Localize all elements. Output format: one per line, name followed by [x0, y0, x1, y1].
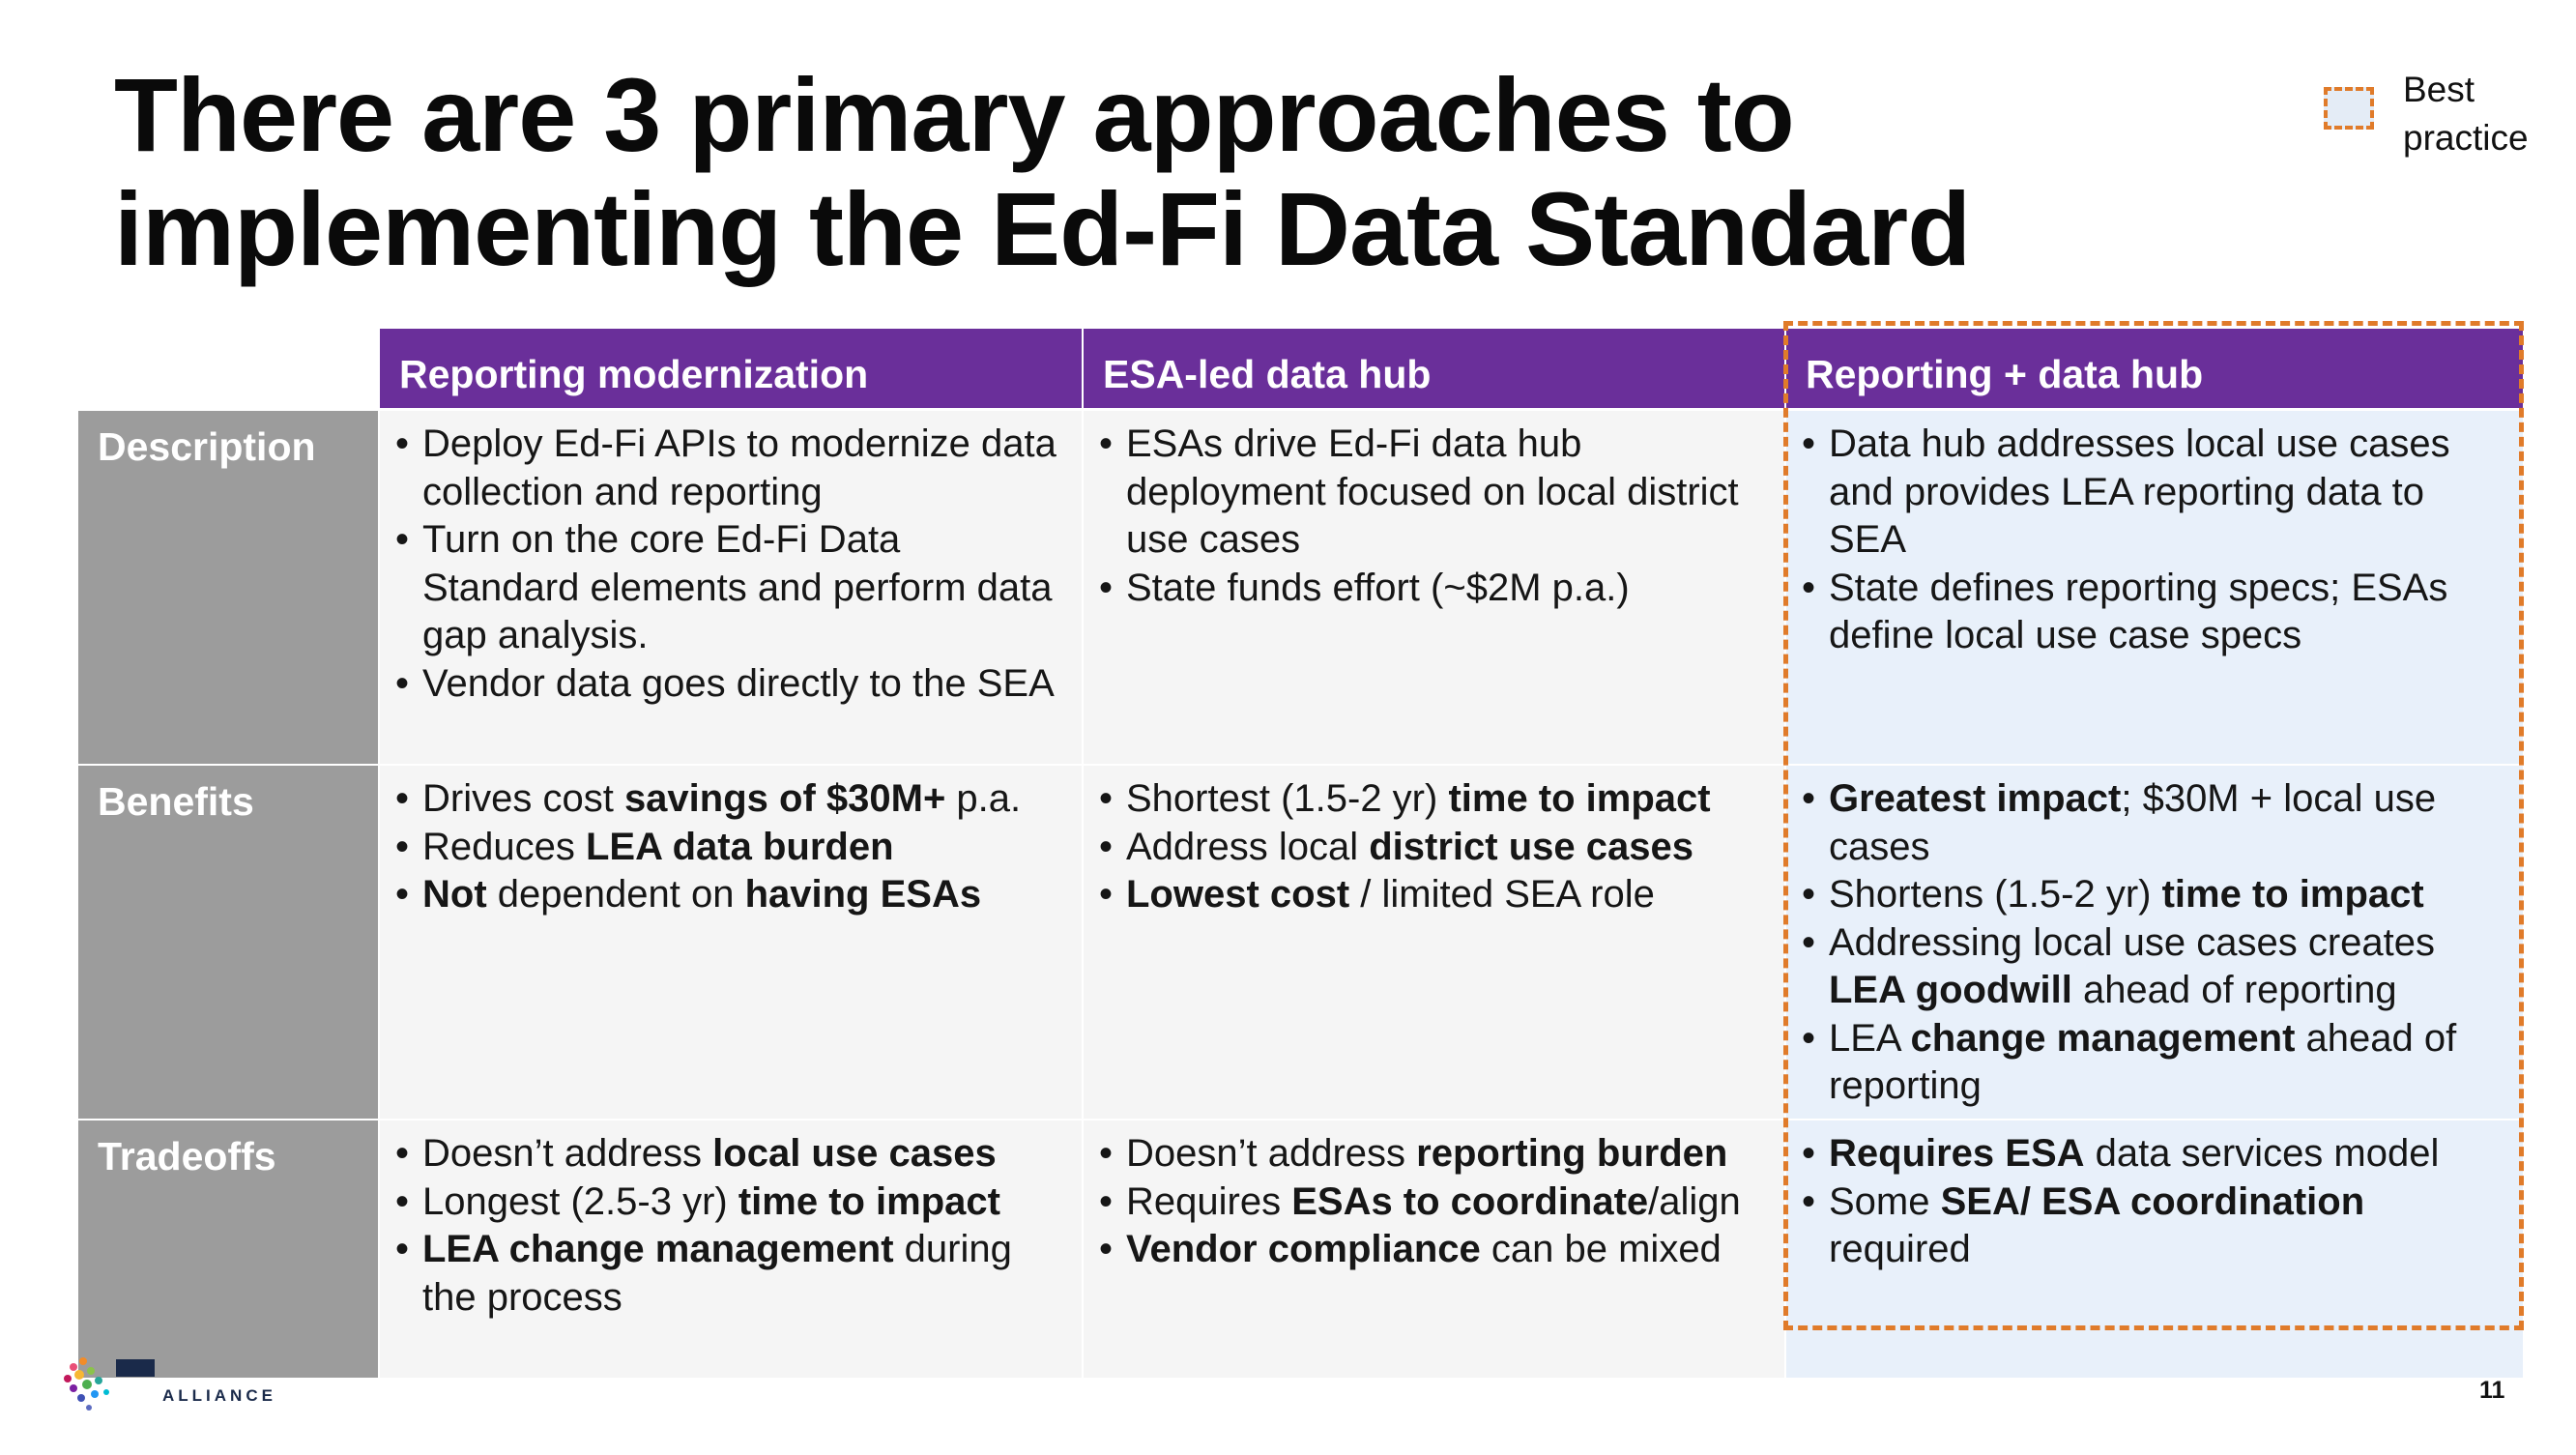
column-header-esa-led-data-hub: ESA-led data hub — [1084, 329, 1784, 408]
bullet: • Addressing local use cases creates LEA goodwill ahead of reporting — [1800, 919, 2505, 1015]
legend — [2324, 66, 2565, 162]
bullet: • Not dependent on having ESAs — [393, 871, 1064, 919]
cell-tradeoffs-esa-led-data-hub — [1084, 1120, 1784, 1378]
bullet: • Shortens (1.5-2 yr) time to impact — [1800, 871, 2505, 919]
row-label-benefits: Benefits — [78, 766, 378, 1119]
cell-description-esa-led-data-hub — [1084, 411, 1784, 764]
column-header-reporting-modernization: Reporting modernization — [380, 329, 1082, 408]
logo-text: ALLIANCE — [162, 1386, 276, 1405]
bullet: • Doesn’t address reporting burden — [1097, 1130, 1767, 1179]
cell-benefits-reporting-modernization — [380, 766, 1082, 1119]
bullet: • State defines reporting specs; ESAs define local use case specs — [1800, 565, 2505, 660]
bullet: • State funds effort (~$2M p.a.) — [1097, 565, 1767, 613]
bullet: • LEA change management during the process — [393, 1226, 1064, 1322]
cell-description-reporting-modernization — [380, 411, 1082, 764]
cell-benefits-reporting-plus-data-hub — [1786, 766, 2523, 1119]
bullet: • Doesn’t address local use cases — [393, 1130, 1064, 1179]
bullet: • Vendor compliance can be mixed — [1097, 1226, 1767, 1274]
bullet: • Lowest cost / limited SEA role — [1097, 871, 1767, 919]
bullet: • Requires ESAs to coordinate/align — [1097, 1179, 1767, 1227]
bullet: • Reduces LEA data burden — [393, 824, 1064, 872]
legend-label: Best practice — [2403, 70, 2529, 158]
bullet: • Address local district use cases — [1097, 824, 1767, 872]
cell-tradeoffs-reporting-modernization — [380, 1120, 1082, 1378]
logo-dots-icon — [60, 1353, 157, 1421]
bullet: • Turn on the core Ed-Fi Data Standard elements and perform data gap analysis. — [393, 516, 1064, 660]
column-header-reporting-plus-data-hub: Reporting + data hub — [1786, 329, 2523, 408]
bullet: • Requires ESA data services model — [1800, 1130, 2505, 1179]
row-label-tradeoffs: Tradeoffs — [78, 1120, 378, 1378]
best-practice-swatch — [2324, 87, 2374, 130]
page-number: 11 — [2479, 1377, 2505, 1404]
bullet: • Drives cost savings of $30M+ p.a. — [393, 775, 1064, 824]
cell-benefits-esa-led-data-hub — [1084, 766, 1784, 1119]
bullet: • Greatest impact; $30M + local use cases — [1800, 775, 2505, 871]
bullet: • Some SEA/ ESA coordination required — [1800, 1179, 2505, 1274]
bullet: • LEA change management ahead of reporting — [1800, 1015, 2505, 1111]
bullet: • Vendor data goes directly to the SEA — [393, 660, 1064, 709]
cell-description-reporting-plus-data-hub — [1786, 411, 2523, 764]
slide-title: There are 3 primary approaches to implementing the Ed-Fi Data Standard — [114, 56, 1971, 287]
cell-tradeoffs-reporting-plus-data-hub — [1786, 1120, 2523, 1378]
bullet: • Data hub addresses local use cases and provides LEA reporting data to SEA — [1800, 421, 2505, 565]
bullet: • ESAs drive Ed-Fi data hub deployment focused on local district use cases — [1097, 421, 1767, 565]
row-label-description: Description — [78, 411, 378, 764]
bullet: • Shortest (1.5-2 yr) time to impact — [1097, 775, 1767, 824]
bullet: • Longest (2.5-3 yr) time to impact — [393, 1179, 1064, 1227]
bullet: • Deploy Ed-Fi APIs to modernize data collection and reporting — [393, 421, 1064, 516]
ed-fi-alliance-logo — [60, 1353, 276, 1421]
